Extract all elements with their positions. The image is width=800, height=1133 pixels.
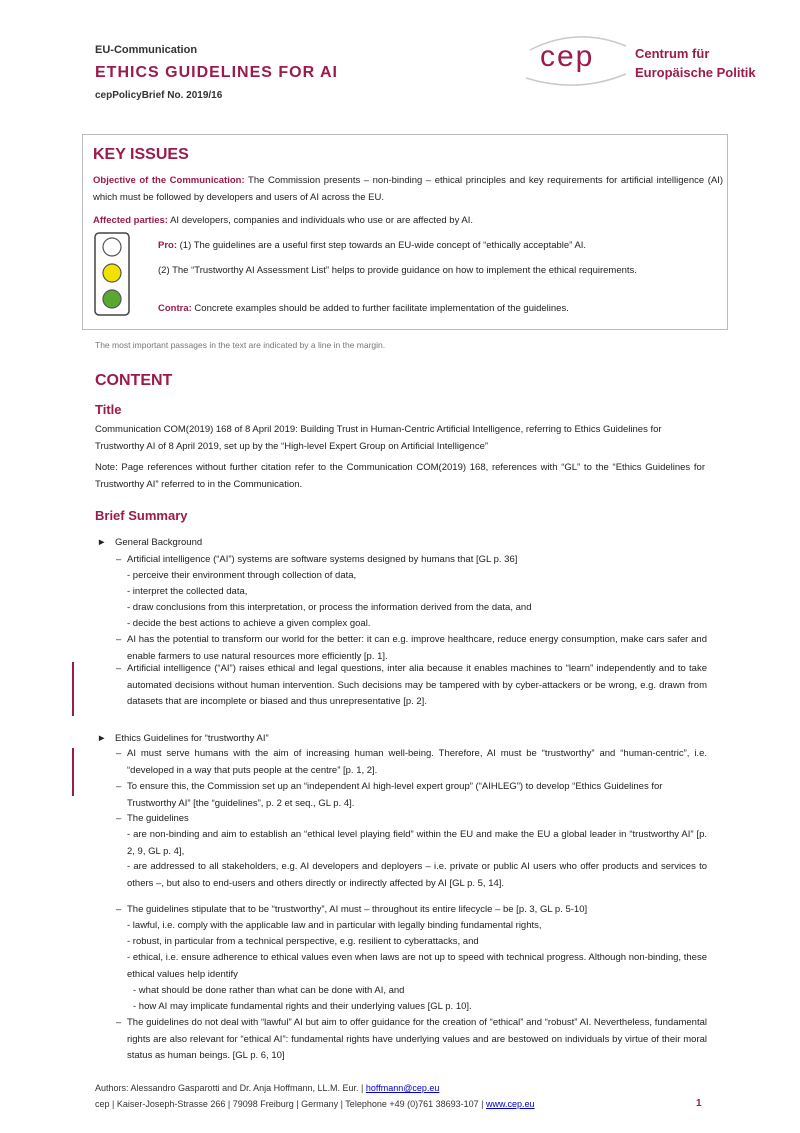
dash-bullet-icon: – <box>116 781 122 792</box>
logo-wordmark: cep <box>540 40 595 73</box>
traffic-light-icon <box>94 232 130 316</box>
s2-item-3-b: - are addressed to all stakeholders, e.g. AI developers and deployers – i.e. private or public AI users who offer products and services to others –, but also to end-users and others directly or indirectly affected by AI [GL p. 5, 14]. <box>127 861 707 889</box>
s2-item-4-a: - lawful, i.e. comply with the applicable law and in particular with legally binding fundamental rights, <box>127 920 542 931</box>
content-heading: CONTENT <box>95 372 173 389</box>
affected-text: AI developers, companies and individuals who use or are affected by AI. <box>170 215 474 226</box>
section-2-heading: Ethics Guidelines for “trustworthy AI” <box>115 733 269 744</box>
margin-note: The most important passages in the text are indicated by a line in the margin. <box>95 340 386 350</box>
s1-item-1-b: - interpret the collected data, <box>127 586 248 597</box>
dash-bullet-icon: – <box>116 663 122 674</box>
logo-caption-line2: Europäische Politik <box>635 65 756 80</box>
s2-item-1: AI must serve humans with the aim of increasing human well-being. Therefore, AI must be “trustworthy” and “human-centric”, i.e. “developed in a way that puts people at the centre” [p. 1, 2]. <box>127 748 707 776</box>
affected-paragraph <box>93 212 723 229</box>
dash-bullet-icon: – <box>116 634 122 645</box>
affected-label: Affected parties: <box>93 215 168 226</box>
s2-item-4-c2: - how AI may implicate fundamental rights and their underlying values [GL p. 10]. <box>133 1001 472 1012</box>
s1-item-1-c: - draw conclusions from this interpretation, or process the information derived from the data, and <box>127 602 532 613</box>
page-number: 1 <box>696 1098 702 1109</box>
document-kicker: EU-Communication <box>95 44 198 56</box>
s2-item-4-c: - ethical, i.e. ensure adherence to ethical values even when laws are not up to speed with technical progress. Although non-binding, these ethical values help identify <box>127 952 707 980</box>
author-email-link[interactable]: hoffmann@cep.eu <box>365 1083 440 1093</box>
dash-bullet-icon: – <box>116 748 122 759</box>
s2-item-4: The guidelines stipulate that to be “trustworthy”, AI must – throughout its entire lifecycle – be [p. 3, GL p. 5-10] <box>127 904 588 915</box>
title-text: Communication COM(2019) 168 of 8 April 2019: Building Trust in Human-Centric Artificial Intelligence, referring to Ethics Guidelines for Trustworthy AI of 8 April 2019, set up by the “High-level Expert Group on Artificial Intelligence” <box>95 424 662 452</box>
note-text: Note: Page references without further citation refer to the Communication COM(2019) 168, references with “GL” to the “Ethics Guidelines for Trustworthy AI” referred to in the Communication. <box>95 462 705 490</box>
contra-text: Concrete examples should be added to further facilitate implementation of the guidelines. <box>194 303 569 314</box>
logo-caption-line1: Centrum für <box>635 46 710 61</box>
pro-2-text: (2) The “Trustworthy AI Assessment List” helps to provide guidance on how to implement the ethical requirements. <box>158 265 637 276</box>
triangle-bullet-icon: ► <box>97 733 107 744</box>
s2-item-5: The guidelines do not deal with “lawful” AI but aim to offer guidance for the creation of “ethical” and “robust” AI. Nevertheless, fundamental rights are also relevant for “ethical AI”: fundamental rights have underlying values and are bestowed on individuals by virtue of their moral status as human beings. [GL p. 6, 10] <box>127 1017 707 1061</box>
s2-item-4-b: - robust, in particular from a technical perspective, e.g. resilient to cyberattacks, and <box>127 936 479 947</box>
footer-address <box>95 1099 535 1109</box>
contra-paragraph <box>158 300 723 317</box>
summary-heading: Brief Summary <box>95 508 188 523</box>
pro-1-text: (1) The guidelines are a useful first step towards an EU-wide concept of “ethically acceptable” AI. <box>179 240 587 251</box>
dash-bullet-icon: – <box>116 904 122 915</box>
section-1-heading: General Background <box>115 537 203 548</box>
brief-number: cepPolicyBrief No. 2019/16 <box>95 90 223 101</box>
objective-label: Objective of the Communication: <box>93 175 245 186</box>
footer-authors-text: Authors: Alessandro Gasparotti and Dr. Anja Hoffmann, LL.M. Eur. | <box>95 1083 364 1093</box>
s1-item-1-d: - decide the best actions to achieve a given complex goal. <box>127 618 371 629</box>
title-heading: Title <box>95 402 122 417</box>
footer-authors <box>95 1083 439 1093</box>
s2-item-2: To ensure this, the Commission set up an “independent AI high-level expert group” (“AIHLEG”) to develop “Ethics Guidelines for Trustworthy AI” [the “guidelines”, p. 2 et seq., GL p. 4]. <box>127 781 663 809</box>
dash-bullet-icon: – <box>116 1017 122 1028</box>
pro-paragraph <box>158 237 723 254</box>
s1-item-1-a: - perceive their environment through collection of data, <box>127 570 357 581</box>
s1-item-3: Artificial intelligence (“AI”) raises ethical and legal questions, inter alia because it enables machines to “learn” independently and to take automated decisions without human intervention. Such decisions may be tampered with by cyber-attackers or be wrong, e.g. drawn from datasets that are incomplete or biased and thus unrepresentative [p. 2]. <box>127 663 707 707</box>
dash-bullet-icon: – <box>116 554 122 565</box>
dash-bullet-icon: – <box>116 813 122 824</box>
website-link[interactable]: www.cep.eu <box>486 1099 535 1109</box>
objective-paragraph <box>93 172 723 206</box>
contra-label: Contra: <box>158 303 192 314</box>
s2-item-3-a: - are non-binding and aim to establish an “ethical level playing field” within the EU and make the EU a global leader in “trustworthy AI” [p. 2, 9, GL p. 4], <box>127 829 707 857</box>
margin-importance-bar <box>72 748 74 796</box>
footer-address-text: cep | Kaiser-Joseph-Strasse 266 | 79098 Freiburg | Germany | Telephone +49 (0)761 38693-107 | <box>95 1099 484 1109</box>
margin-importance-bar <box>72 662 74 716</box>
objective-text: The Commission presents – non-binding – ethical principles and key requirements for artificial intelligence (AI) which must be followed by developers and users of AI across the EU. <box>93 175 723 203</box>
s1-item-1: Artificial intelligence (“AI”) systems are software systems designed by humans that [GL p. 36] <box>127 554 518 565</box>
s2-item-4-c1: - what should be done rather than what can be done with AI, and <box>133 985 405 996</box>
key-issues-heading: KEY ISSUES <box>93 146 189 163</box>
s2-item-3: The guidelines <box>127 813 189 824</box>
logo-caption <box>635 44 756 82</box>
pro-label: Pro: <box>158 240 177 251</box>
s1-item-2: AI has the potential to transform our world for the better: it can e.g. improve healthcare, reduce energy consumption, make cars safer and enable farmers to use natural resources more efficiently [p. 1]. <box>127 634 707 662</box>
triangle-bullet-icon: ► <box>97 537 107 548</box>
document-title: ETHICS GUIDELINES FOR AI <box>95 64 338 81</box>
